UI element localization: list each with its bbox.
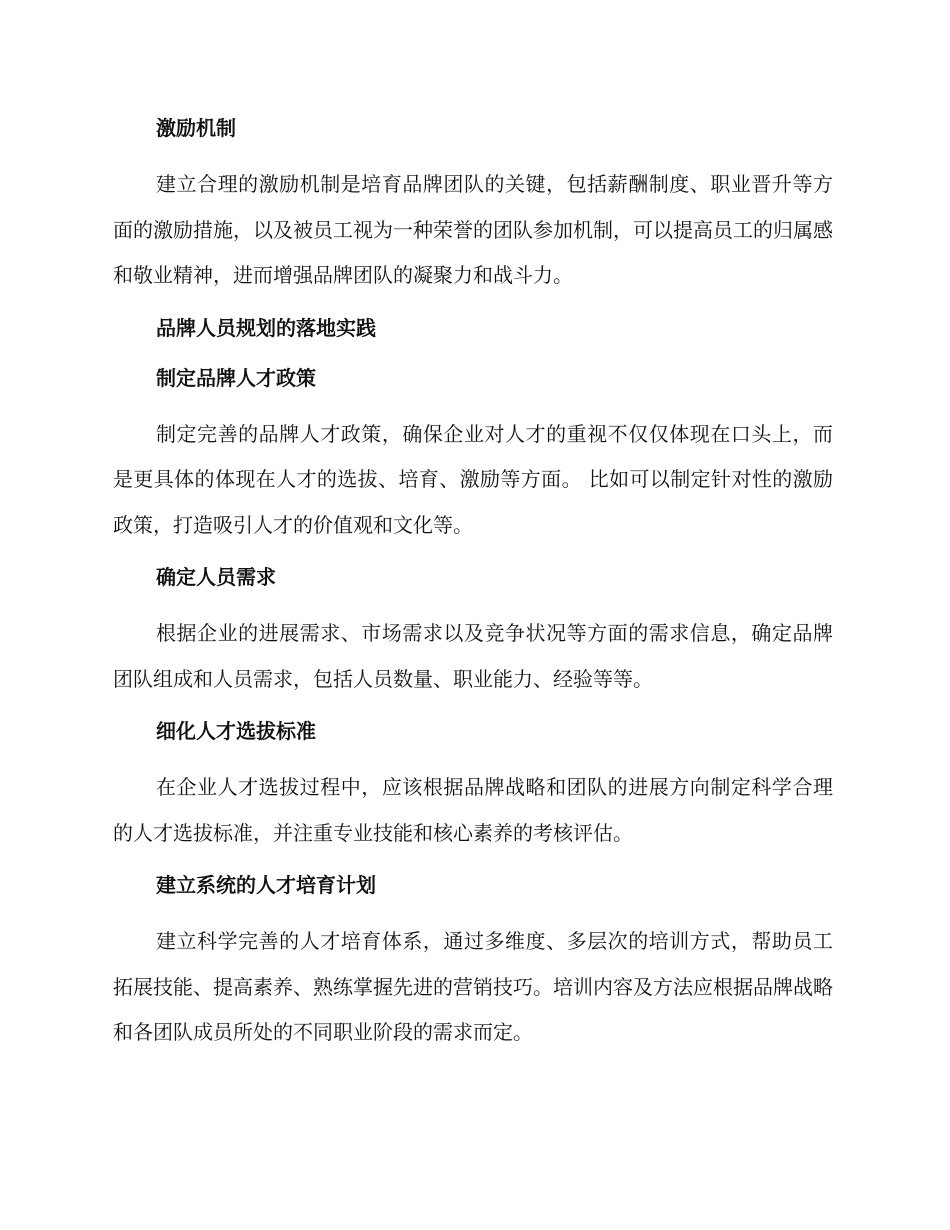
paragraph-talent-policy: 制定完善的品牌人才政策，确保企业对人才的重视不仅仅体现在口头上，而是更具体的体现在人才的选拔、培育、激励等方面。 比如可以制定针对性的激励政策，打造吸引人才的价值观和文化等。: [113, 421, 833, 537]
paragraph-selection-criteria: 在企业人才选拔过程中，应该根据品牌战略和团队的进展方向制定科学合理的人才选拔标准，并注重专业技能和核心素养的考核评估。: [113, 775, 833, 845]
section-heading-talent-policy: 制定品牌人才政策: [156, 365, 316, 390]
section-heading-implementation: 品牌人员规划的落地实践: [156, 315, 376, 340]
section-heading-incentive-mechanism: 激励机制: [156, 116, 236, 140]
section-heading-training-plan: 建立系统的人才培育计划: [156, 873, 376, 897]
paragraph-staffing-needs: 根据企业的进展需求、市场需求以及竞争状况等方面的需求信息，确定品牌团队组成和人员需求，包括人员数量、职业能力、经验等等。: [113, 621, 833, 691]
section-heading-staffing-needs: 确定人员需求: [156, 565, 276, 589]
paragraph-incentive-mechanism: 建立合理的激励机制是培育品牌团队的关键，包括薪酬制度、职业晋升等方面的激励措施，以及被员工视为一种荣誉的团队参加机制，可以提高员工的归属感和敬业精神，进而增强品牌团队的凝聚力和战斗力。: [113, 172, 833, 287]
document-page: [113, 112, 833, 1069]
section-heading-selection-criteria: 细化人才选拔标准: [156, 719, 316, 743]
paragraph-training-plan: 建立科学完善的人才培育体系，通过多维度、多层次的培训方式，帮助员工拓展技能、提高素养、熟练掌握先进的营销技巧。培训内容及方法应根据品牌战略和各团队成员所处的不同职业阶段的需求而定。: [113, 929, 833, 1044]
